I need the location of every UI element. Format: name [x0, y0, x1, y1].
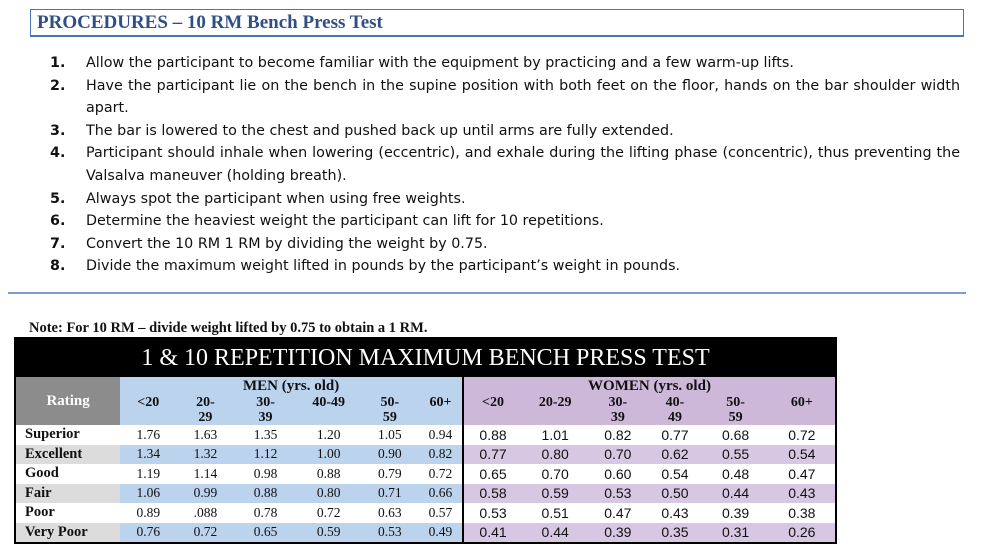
women-age-column-header: 60+ — [769, 395, 835, 425]
procedure-step — [50, 52, 960, 75]
men-value-cell: .088 — [193, 504, 218, 520]
procedure-step — [50, 120, 960, 143]
rating-label: Very Poor — [16, 523, 120, 543]
men-value-cell: 0.88 — [234, 484, 296, 504]
women-group-header: WOMEN (yrs. old) — [463, 377, 835, 395]
step-number: 2. — [50, 77, 66, 94]
men-value-cell: 0.59 — [297, 523, 361, 543]
women-value-cell: 0.62 — [647, 445, 702, 465]
step-number: 5. — [50, 190, 66, 207]
men-value-cell: 0.57 — [428, 504, 453, 520]
women-value-cell: 0.44 — [703, 484, 769, 504]
men-value-cell: 0.98 — [253, 465, 278, 481]
men-age-column-header: 60+ — [419, 395, 463, 425]
men-value-cell: 0.63 — [378, 504, 402, 520]
women-value-cell: 0.26 — [769, 523, 835, 543]
men-value-cell: 0.53 — [361, 523, 419, 543]
step-number: 1. — [50, 55, 66, 71]
men-age-column-header: <20 — [120, 395, 176, 425]
men-age-column-header: 40-49 — [297, 395, 361, 425]
women-value-cell: 0.58 — [463, 484, 522, 504]
step-text: Always spot the participant when using free weights. — [86, 190, 466, 207]
table-row — [16, 523, 835, 543]
men-value-cell: 0.72 — [316, 504, 341, 520]
men-value-cell: 0.94 — [428, 426, 453, 442]
men-age-column-header: 30- 39 — [234, 395, 296, 425]
women-value-cell: 0.38 — [788, 504, 816, 521]
women-value-cell: 0.35 — [647, 523, 702, 543]
procedure-step — [50, 255, 960, 278]
women-value-cell: 0.41 — [463, 523, 522, 543]
men-group-header: MEN (yrs. old) — [120, 377, 463, 395]
step-number: 4. — [50, 145, 66, 162]
step-text: Determine the heaviest weight the participant can lift for 10 repetitions. — [86, 213, 604, 230]
women-age-column-header: 40- 49 — [647, 395, 702, 425]
men-value-cell: 1.34 — [120, 445, 176, 465]
step-text: Participant should inhale when lowering (eccentric), and exhale during the lifting phase (concentric), thus preventing the Valsalva maneuver (holding breath). — [86, 145, 960, 184]
women-value-cell: 0.80 — [522, 445, 588, 465]
women-value-cell: 0.43 — [661, 504, 689, 521]
men-value-cell: 1.14 — [193, 465, 218, 481]
men-value-cell: 1.20 — [316, 426, 341, 442]
step-text: The bar is lowered to the chest and pushed back up until arms are fully extended. — [86, 122, 674, 139]
table-row — [16, 445, 835, 465]
step-number: 8. — [50, 258, 66, 275]
women-value-cell: 0.70 — [588, 445, 647, 465]
men-age-column-header: 20- 29 — [176, 395, 234, 425]
bench-press-standards-table — [16, 339, 835, 542]
step-text: Allow the participant to become familiar with the equipment by practicing and a few warm-up lifts. — [86, 55, 794, 71]
women-age-column-header: <20 — [463, 395, 522, 425]
women-value-cell: 0.31 — [703, 523, 769, 543]
women-age-column-header: 30- 39 — [588, 395, 647, 425]
women-value-cell: 0.39 — [721, 504, 750, 521]
women-value-cell: 0.54 — [661, 465, 689, 482]
women-age-column-header: 20-29 — [522, 395, 588, 425]
men-value-cell: 1.76 — [136, 426, 161, 442]
table-row — [16, 503, 835, 523]
rating-label: Fair — [16, 484, 120, 504]
women-value-cell: 0.53 — [588, 484, 647, 504]
men-value-cell: 1.63 — [193, 426, 218, 442]
procedure-steps-list — [50, 52, 960, 278]
step-text: Divide the maximum weight lifted in pounds by the participant’s weight in pounds. — [86, 258, 681, 275]
men-value-cell: 0.71 — [361, 484, 419, 504]
women-value-cell: 0.54 — [769, 445, 835, 465]
men-value-cell: 0.65 — [234, 523, 296, 543]
women-value-cell: 0.82 — [604, 426, 632, 443]
men-value-cell: 0.66 — [419, 484, 463, 504]
men-value-cell: 0.90 — [361, 445, 419, 465]
step-number: 7. — [50, 235, 66, 252]
women-value-cell: 0.50 — [647, 484, 702, 504]
table-row — [16, 484, 835, 504]
procedure-step — [50, 75, 960, 120]
women-value-cell: 0.60 — [604, 465, 632, 482]
step-number: 6. — [50, 213, 66, 230]
women-value-cell: 0.65 — [463, 464, 522, 484]
women-value-cell: 0.44 — [522, 523, 588, 543]
women-value-cell: 0.47 — [788, 465, 816, 482]
women-value-cell: 0.72 — [788, 426, 816, 443]
women-value-cell: 0.51 — [541, 504, 569, 521]
table-title: 1 & 10 REPETITION MAXIMUM BENCH PRESS TEST — [16, 339, 835, 377]
rating-label: Poor — [25, 504, 55, 521]
rating-label: Excellent — [16, 445, 120, 465]
men-value-cell: 1.32 — [176, 445, 234, 465]
men-value-cell: 1.06 — [120, 484, 176, 504]
women-value-cell: 0.77 — [463, 445, 522, 465]
men-value-cell: 0.76 — [120, 523, 176, 543]
men-value-cell: 1.35 — [253, 426, 278, 442]
procedure-step — [50, 142, 960, 187]
women-age-column-header: 50- 59 — [703, 395, 769, 425]
women-value-cell: 0.77 — [661, 426, 689, 443]
men-value-cell: 1.19 — [136, 465, 161, 481]
procedures-title-box — [30, 9, 964, 37]
rating-label: Superior — [25, 426, 80, 443]
step-text: Convert the 10 RM 1 RM by dividing the weight by 0.75. — [86, 235, 488, 252]
procedure-step — [50, 210, 960, 233]
men-value-cell: 1.00 — [297, 445, 361, 465]
table-row — [16, 425, 835, 445]
note-text: Note: For 10 RM – divide weight lifted by 0.75 to obtain a 1 RM. — [29, 320, 428, 336]
men-value-cell: 0.72 — [428, 465, 453, 481]
page-title: PROCEDURES – 10 RM Bench Press Test — [37, 12, 383, 33]
table-row — [16, 464, 835, 484]
men-age-column-header: 50- 59 — [361, 395, 419, 425]
procedure-step — [50, 188, 960, 211]
section-divider — [8, 292, 966, 294]
men-value-cell: 0.49 — [419, 523, 463, 543]
men-value-cell: 0.88 — [316, 465, 341, 481]
women-value-cell: 0.70 — [541, 465, 569, 482]
step-text: Have the participant lie on the bench in the supine position with both feet on the floor, hands on the bar shoulder width apart. — [86, 77, 960, 117]
women-value-cell: 0.68 — [721, 426, 750, 443]
men-value-cell: 0.72 — [176, 523, 234, 543]
rating-column-header: Rating — [16, 377, 120, 425]
step-number: 3. — [50, 122, 66, 139]
men-value-cell: 0.80 — [297, 484, 361, 504]
men-value-cell: 0.99 — [176, 484, 234, 504]
women-value-cell: 0.39 — [588, 523, 647, 543]
rating-label: Good — [25, 465, 59, 482]
women-value-cell: 0.47 — [604, 504, 632, 521]
men-value-cell: 1.05 — [378, 426, 402, 442]
procedure-step — [50, 233, 960, 256]
men-value-cell: 1.12 — [234, 445, 296, 465]
men-value-cell: 0.82 — [419, 445, 463, 465]
women-value-cell: 0.53 — [463, 503, 522, 523]
men-value-cell: 0.78 — [253, 504, 278, 520]
women-value-cell: 0.55 — [703, 445, 769, 465]
women-value-cell: 0.43 — [769, 484, 835, 504]
women-value-cell: 0.88 — [463, 425, 522, 445]
women-value-cell: 1.01 — [541, 426, 569, 443]
men-value-cell: 0.79 — [378, 465, 402, 481]
women-value-cell: 0.59 — [522, 484, 588, 504]
women-value-cell: 0.48 — [721, 465, 750, 482]
men-value-cell: 0.89 — [136, 504, 161, 520]
